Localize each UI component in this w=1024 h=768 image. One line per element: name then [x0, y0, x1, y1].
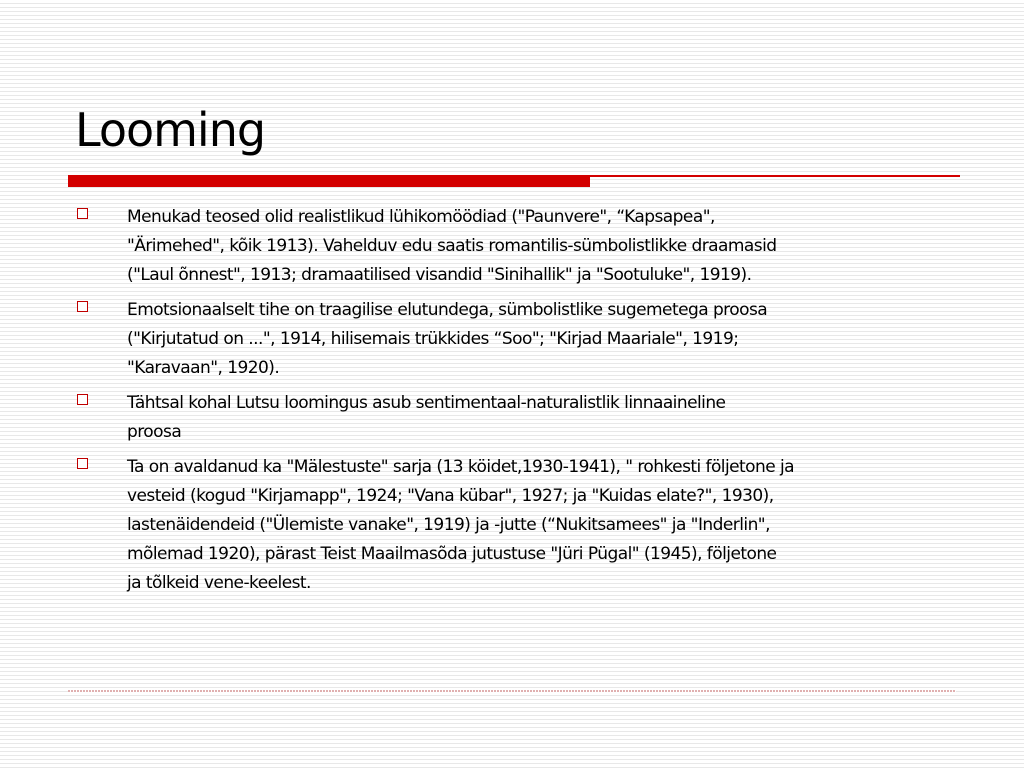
bullet-text: Ta on avaldanud ka "Mälestuste" sarja (13 köidet,1930-1941), " rohkesti följetone ja vesteid (kogud "Kirjamapp", 1924; "Vana kübar", 1927; ja "Kuidas elate?", 1930), lastenäidendeid ("Ülemiste vanake", 1919) ja -jutte (“Nukitsamees" ja "Inderlin", mõlemad 1920), pärast Teist Maailmasõda jutustuse "Jüri Pügal" (1945), följetone ja tõlkeid vene-keelest.	[127, 457, 795, 593]
hollow-square-bullet-icon	[77, 394, 88, 405]
hollow-square-bullet-icon	[77, 208, 88, 219]
bullet-item	[72, 389, 952, 447]
bullet-list	[72, 203, 952, 604]
bullet-text: Tähtsal kohal Lutsu loomingus asub sentimentaal-naturalistlik linnaaineline proosa	[127, 393, 726, 442]
bullet-item	[72, 296, 952, 383]
footer-divider	[68, 690, 956, 692]
bullet-item	[72, 203, 952, 290]
bullet-text: Emotsionaalselt tihe on traagilise elutundega, sümbolistlike sugemetega proosa ("Kirjutatud on ...", 1914, hilisemais trükkides “Soo"; "Kirjad Maariale", 1919; "Karavaan", 1920).	[127, 300, 768, 378]
hollow-square-bullet-icon	[77, 301, 88, 312]
title-underline	[68, 175, 960, 187]
bullet-item	[72, 453, 952, 598]
hollow-square-bullet-icon	[77, 458, 88, 469]
title-underline-thick	[68, 175, 590, 187]
slide-title: Looming	[75, 103, 266, 157]
bullet-text: Menukad teosed olid realistlikud lühikomöödiad ("Paunvere", “Kapsapea", "Ärimehed", kõik 1913). Vahelduv edu saatis romantilis-sümbolistlikke draamasid ("Laul õnnest", 1913; dramaatilised visandid "Sinihallik" ja "Sootuluke", 1919).	[127, 207, 777, 285]
title-underline-thin	[590, 175, 960, 177]
